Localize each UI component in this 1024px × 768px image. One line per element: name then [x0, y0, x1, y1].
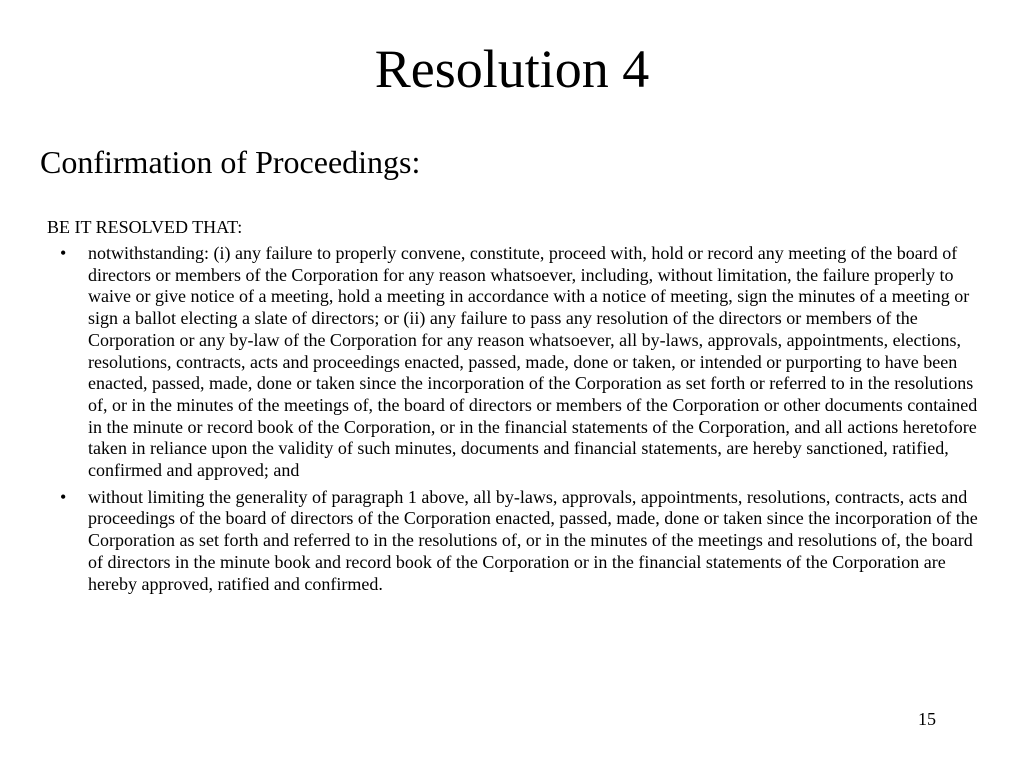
bullet-item: [56, 487, 988, 596]
page-number: 15: [918, 709, 936, 729]
bullet-text: notwithstanding: (i) any failure to properly convene, constitute, proceed with, hold or record any meeting of the board of directors or members of the Corporation for any reason whatsoever, including, without limitation, the failure properly to waive or give notice of a meeting, hold a meeting in accordance with a notice of meeting, sign the minutes of a meeting or sign a ballot electing a slate of directors; or (ii) any failure to pass any resolution of the directors or members of the Corporation or any by-law of the Corporation for any reason whatsoever, all by-laws, approvals, appointments, elections, resolutions, contracts, acts and proceedings enacted, passed, made, done or taken, or intended or purporting to have been enacted, passed, made, done or taken since the incorporation of the Corporation as set forth or referred to in the resolutions of, or in the minutes of the meetings of, the board of directors or members of the Corporation or other documents contained in the minute or record book of the Corporation, or in the financial statements of the Corporation, and all actions heretofore taken in reliance upon the validity of such minutes, documents and financial statements, are hereby sanctioned, ratified, confirmed and approved; and: [88, 243, 978, 481]
bullet-item: [56, 243, 988, 482]
bullet-text: without limiting the generality of paragraph 1 above, all by-laws, approvals, appointments, resolutions, contracts, acts and proceedings of the board of directors of the Corporation enacted, passed, made, done or taken since the incorporation of the Corporation as set forth and referred to in the resolutions of, or in the minutes of the meetings and resolutions of, the board of directors in the minute book and record book of the Corporation or in the financial statements of the Corporation are hereby approved, ratified and confirmed.: [88, 486, 978, 594]
section-heading: Confirmation of Proceedings:: [40, 144, 421, 180]
slide-title: Resolution 4: [374, 39, 650, 99]
bullet-icon: •: [60, 243, 67, 263]
resolution-lead: BE IT RESOLVED THAT:: [47, 217, 243, 237]
resolution-bullet-list: [56, 243, 988, 600]
bullet-icon: •: [60, 486, 67, 507]
